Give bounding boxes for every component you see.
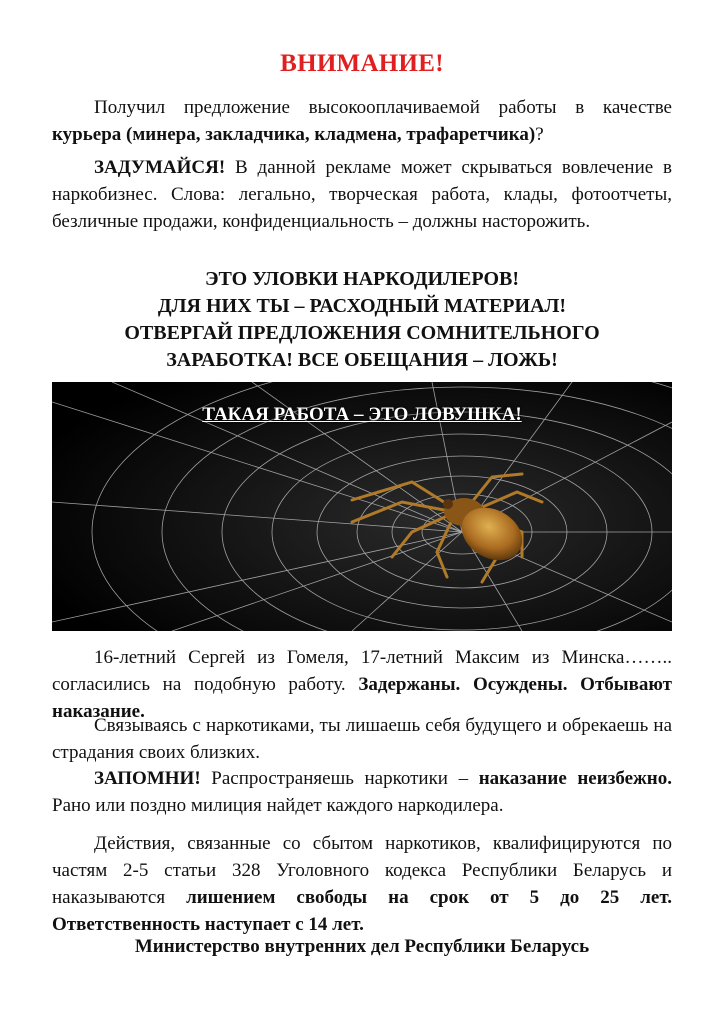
think-text: В данной рекламе может скрываться вовлечение в наркобизнес. Слова: легально, творческая работа, клады, фотоотчеты, безличные продажи, конфиденциальность – должны насторожить. (52, 157, 672, 232)
slogan-line-2: ДЛЯ НИХ ТЫ – РАСХОДНЫЙ МАТЕРИАЛ! (157, 295, 567, 317)
intro-text: Получил предложение высокооплачиваемой работы в качестве (94, 97, 672, 118)
intro-paragraph (52, 94, 672, 148)
law-text: Действия, связанные со сбытом наркотиков, квалифицируются по частям 2-5 статьи 328 Уголовного кодекса Республики Беларусь и наказываются (52, 833, 672, 908)
story-verdict: Задержаны. Осуждены. Отбывают наказание. (52, 674, 672, 722)
think-paragraph (52, 154, 672, 235)
remember-text-1: Распространяешь наркотики – (200, 768, 479, 789)
remember-heading: ЗАПОМНИ! (94, 768, 201, 789)
remember-paragraph (52, 765, 672, 819)
page-title: ВНИМАНИЕ! (280, 50, 444, 77)
law-sentence: лишением свободы на срок от 5 до 25 лет. (186, 887, 672, 908)
slogan-line-4: ЗАРАБОТКА! ВСЕ ОБЕЩАНИЯ – ЛОЖЬ! (166, 349, 558, 371)
remember-text-2: Рано или поздно милиция найдет каждого наркодилера. (52, 795, 504, 816)
intro-question-mark: ? (535, 124, 544, 145)
slogan-line-3: ОТВЕРГАЙ ПРЕДЛОЖЕНИЯ СОМНИТЕЛЬНОГО (124, 322, 600, 344)
photo-caption: ТАКАЯ РАБОТА – ЭТО ЛОВУШКА! (202, 404, 522, 425)
remember-punishment: наказание неизбежно. (478, 768, 672, 789)
intro-courier-roles: курьера (минера, закладчика, кладмена, трафаретчика) (52, 124, 536, 145)
story-text: 16-летний Сергей из Гомеля, 17-летний Максим из Минска…….. согласились на подобную работу. (52, 647, 672, 695)
consequence-paragraph: Связываясь с наркотиками, ты лишаешь себя будущего и обрекаешь на страдания своих близких. (52, 715, 672, 763)
spider-web-photo (52, 382, 672, 631)
law-paragraph (52, 830, 672, 938)
ministry-signature: Министерство внутренних дел Республики Беларусь (134, 936, 590, 957)
slogan-line-1: ЭТО УЛОВКИ НАРКОДИЛЕРОВ! (204, 268, 520, 290)
think-heading: ЗАДУМАЙСЯ! (94, 157, 226, 178)
law-age: Ответственность наступает с 14 лет. (52, 914, 364, 935)
